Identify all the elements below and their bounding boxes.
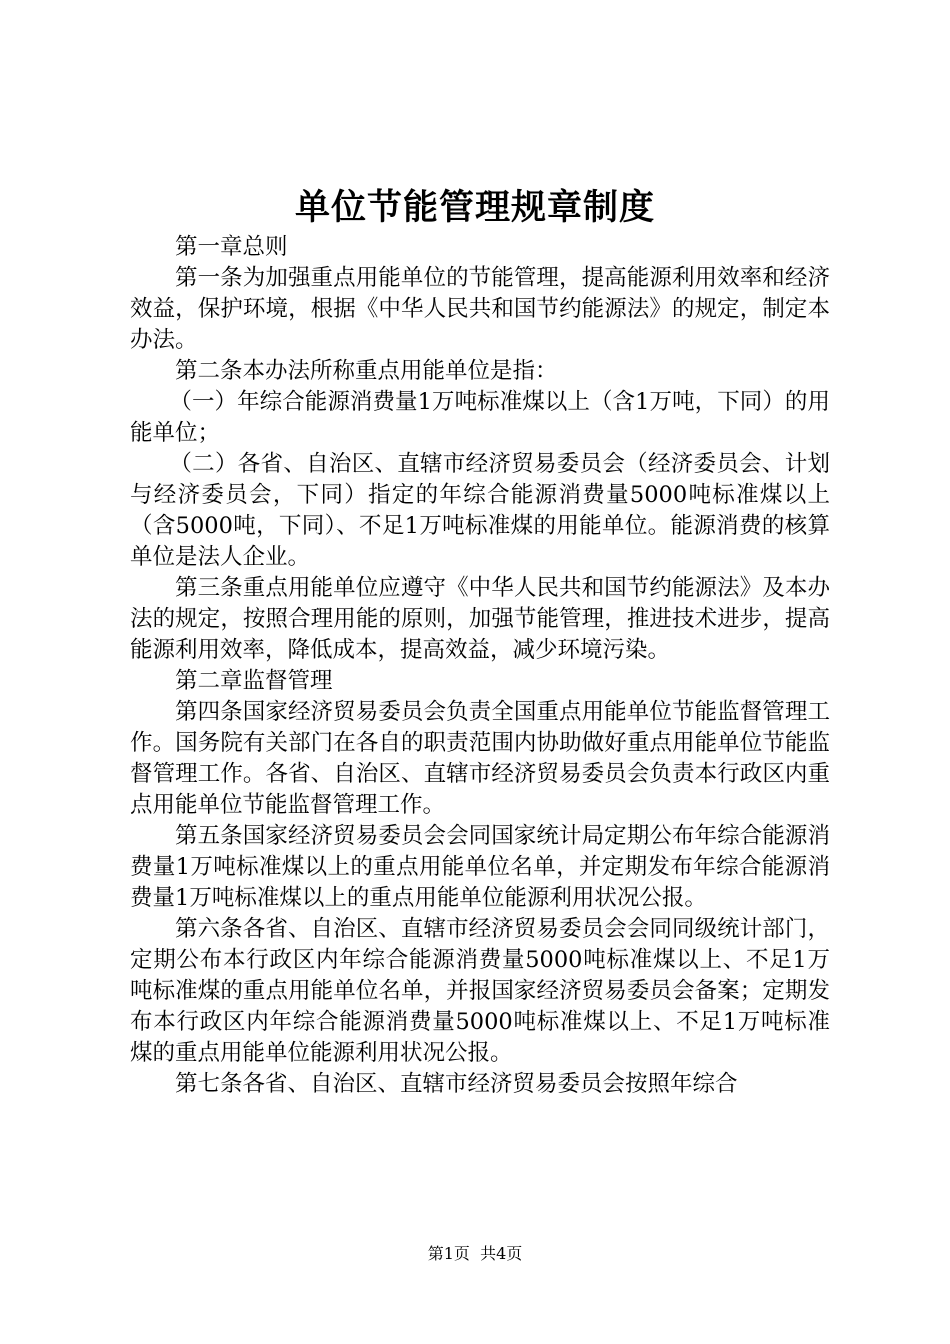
article-paragraph: 第一条为加强重点用能单位的节能管理，提高能源利用效率和经济效益，保护环境，根据《中华人民共和国节约能源法》的规定，制定本办法。 bbox=[130, 265, 830, 353]
article-paragraph: 第二条本办法所称重点用能单位是指： bbox=[175, 358, 558, 384]
document-title: 单位节能管理规章制度 bbox=[294, 187, 655, 228]
list-item: （二）各省、自治区、直辖市经济贸易委员会（经济委员会、计划与经济委员会，下同）指定的年综合能源消费量5000吨标准煤以上（含5000吨，下同）、不足1万吨标准煤的用能单位。能源消费的核算单位是法人企业。 bbox=[130, 451, 830, 570]
chapter-heading: 第一章总则 bbox=[175, 234, 288, 260]
chapter-heading: 第二章监督管理 bbox=[175, 668, 333, 694]
article-paragraph: 第三条重点用能单位应遵守《中华人民共和国节约能源法》及本办法的规定，按照合理用能的原则，加强节能管理，推进技术进步，提高能源利用效率，降低成本，提高效益，减少环境污染。 bbox=[130, 575, 830, 663]
article-paragraph: 第六条各省、自治区、直辖市经济贸易委员会会同同级统计部门，定期公布本行政区内年综合能源消费量5000吨标准煤以上、不足1万吨标准煤的重点用能单位名单，并报国家经济贸易委员会备案；定期发布本行政区内年综合能源消费量5000吨标准煤以上、不足1万吨标准煤的重点用能单位能源利用状况公报。 bbox=[130, 916, 830, 1066]
article-paragraph: 第七条各省、自治区、直辖市经济贸易委员会按照年综合 bbox=[175, 1071, 738, 1097]
list-item: （一）年综合能源消费量1万吨标准煤以上（含1万吨，下同）的用能单位； bbox=[130, 389, 830, 446]
document-body bbox=[130, 232, 830, 1100]
article-paragraph: 第五条国家经济贸易委员会会同国家统计局定期公布年综合能源消费量1万吨标准煤以上的重点用能单位名单，并定期发布年综合能源消费量1万吨标准煤以上的重点用能单位能源利用状况公报。 bbox=[130, 823, 830, 911]
article-paragraph: 第四条国家经济贸易委员会负责全国重点用能单位节能监督管理工作。国务院有关部门在各自的职责范围内协助做好重点用能单位节能监督管理工作。各省、自治区、直辖市经济贸易委员会负责本行政区内重点用能单位节能监督管理工作。 bbox=[130, 699, 830, 818]
page-number-footer: 第1页 共4页 bbox=[427, 1244, 523, 1263]
